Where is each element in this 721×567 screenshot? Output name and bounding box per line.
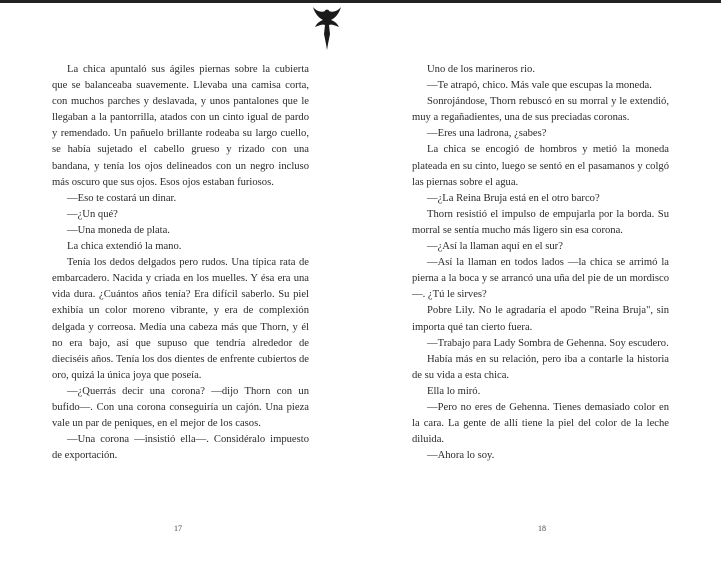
paragraph: Sonrojándose, Thorn rebuscó en su morral y le extendió, muy a regañadientes, una de sus preciadas coronas. [412, 96, 669, 124]
paragraph: —¿La Reina Bruja está en el otro barco? [427, 192, 600, 204]
paragraph: —Pero no eres de Gehenna. Tienes demasiado color en la cara. La gente de allí tiene la piel del color de la leche diluida. [412, 401, 669, 446]
paragraph: Tenía los dedos delgados pero rudos. Una típica rata de embarcadero. Nacida y criada en los muelles. Y ésa era una vida dura. ¿Cuántos años tenía? Era difícil saberlo. Su piel exhibía un color moreno vibrante, y era de complexión delgada y correosa. Medía una cabeza más que Thorn, y él no era bajo, así que supuso que tendría alrededor de dieciséis años. Tenía los dos dientes de enfrente cubiertos de oro, quizá la única joya que poseía. [52, 257, 309, 381]
phoenix-emblem-icon [310, 4, 344, 52]
paragraph: —¿Así la llaman aquí en el sur? [427, 241, 563, 253]
paragraph: —Así la llaman en todos lados —la chica se arrimó la pierna a la boca y se arrancó una uña del pie de un mordisco—. ¿Tú le sirves? [412, 257, 669, 301]
paragraph: —Eres una ladrona, ¿sabes? [427, 128, 547, 140]
paragraph: —Ahora lo soy. [427, 450, 495, 462]
page-number-left: 17 [174, 524, 182, 533]
paragraph: —Eso te costará un dinar. [67, 192, 177, 204]
paragraph: —Te atrapó, chico. Más vale que escupas la moneda. [427, 80, 652, 92]
right-page [412, 62, 669, 464]
top-rule [0, 0, 721, 3]
paragraph: Pobre Lily. No le agradaría el apodo "Reina Bruja", sin importa qué tan cierto fuera. [412, 305, 669, 333]
left-page [52, 62, 309, 464]
paragraph: —Una moneda de plata. [67, 224, 170, 236]
paragraph: La chica se encogió de hombros y metió la moneda plateada en su cinto, luego se sentó en el pasamanos y colgó las piernas sobre el agua. [412, 144, 669, 188]
paragraph: —Trabajo para Lady Sombra de Gehenna. Soy escudero. [427, 337, 669, 349]
paragraph: Ella lo miró. [427, 385, 481, 397]
paragraph: —Una corona —insistió ella—. Considéralo impuesto de exportación. [52, 434, 309, 462]
paragraph: Había más en su relación, pero iba a contarle la historia de su vida a esta chica. [412, 353, 669, 381]
paragraph: —¿Un qué? [67, 208, 118, 220]
paragraph: La chica extendió la mano. [67, 241, 182, 253]
paragraph: La chica apuntaló sus ágiles piernas sobre la cubierta que se balanceaba suavemente. Llevaba una camisa corta, con muchos parches y deslavada, y unos pantalones que le llegaban a la pantorrilla, atados con un cinto igual de pardo y remendado. Un pañuelo brillante rodeaba su largo cuello, se había sujetado el cabello grueso y rizado con una bandana, y tenía los ojos delineados con un negro incluso más oscuro que sus ojos. Esos ojos estaban furiosos. [52, 64, 309, 188]
paragraph: Uno de los marineros rio. [427, 64, 535, 75]
page-number-right: 18 [538, 524, 546, 533]
paragraph: —¿Querrás decir una corona? —dijo Thorn con un bufido—. Con una corona conseguiría un cajón. Una pieza vale un par de peniques, en el mejor de los casos. [52, 385, 309, 430]
paragraph: Thorn resistió el impulso de empujarla por la borda. Su morral se sentía mucho más ligero sin esa corona. [412, 208, 669, 236]
